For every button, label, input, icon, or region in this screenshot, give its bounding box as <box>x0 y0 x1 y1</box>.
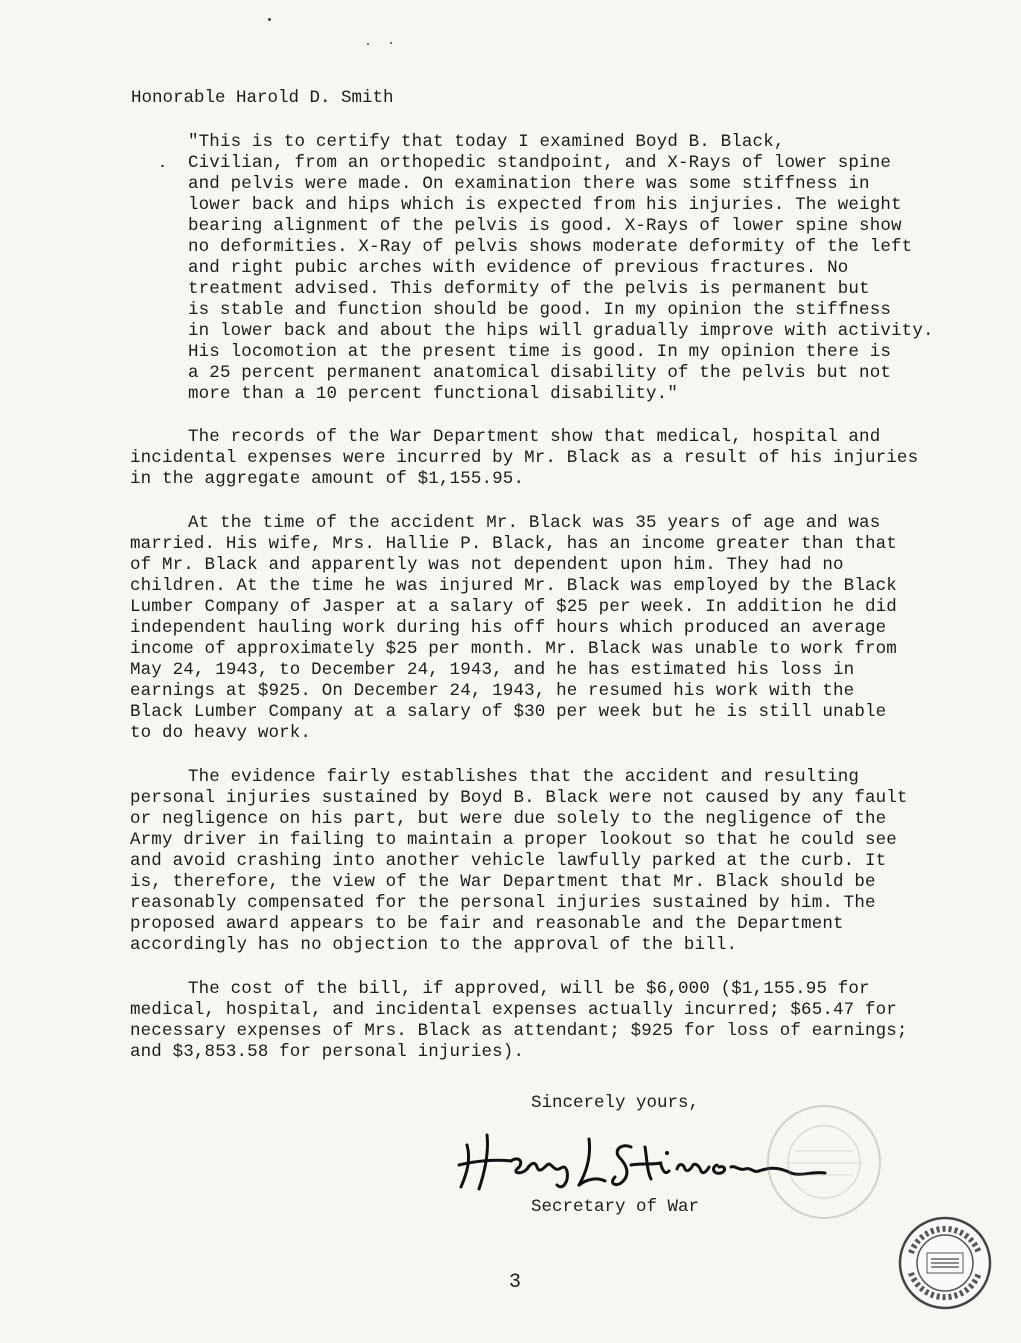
body-line: in the aggregate amount of $1,155.95. <box>130 469 525 489</box>
body-line: Army driver in failing to maintain a proper lookout so that he could see <box>130 830 897 850</box>
salutation: Honorable Harold D. Smith <box>131 88 394 108</box>
body-line: proposed award appears to be fair and reasonable and the Department <box>130 914 844 934</box>
speck <box>268 18 271 21</box>
closing: Sincerely yours, <box>531 1093 700 1113</box>
body-line: children. At the time he was injured Mr. Black was employed by the Black <box>130 576 897 596</box>
body-line: of Mr. Black and apparently was not dependent upon him. They had no <box>130 555 844 575</box>
nara-stamp <box>897 1215 993 1311</box>
body-line: personal injuries sustained by Boyd B. Black were not caused by any fault <box>130 788 908 808</box>
body-line: to do heavy work. <box>130 723 312 743</box>
body-line: and pelvis were made. On examination there was some stiffness in <box>188 174 870 194</box>
body-line: no deformities. X-Ray of pelvis shows moderate deformity of the left <box>188 237 913 257</box>
body-line: reasonably compensated for the personal injuries sustained by him. The <box>130 893 876 913</box>
speck <box>367 43 369 45</box>
body-line: May 24, 1943, to December 24, 1943, and he has estimated his loss in <box>130 660 855 680</box>
body-line: accordingly has no objection to the approval of the bill. <box>130 935 738 955</box>
body-line: a 25 percent permanent anatomical disability of the pelvis but not <box>188 363 892 383</box>
body-line: independent hauling work during his off hours which produced an average <box>130 618 887 638</box>
body-line: more than a 10 percent functional disability." <box>188 384 678 404</box>
body-line: in lower back and about the hips will gradually improve with activity. <box>188 321 934 341</box>
body-line: is stable and function should be good. In my opinion the stiffness <box>188 300 892 320</box>
body-line: lower back and hips which is expected from his injuries. The weight <box>188 195 902 215</box>
body-line: Lumber Company of Jasper at a salary of $25 per week. In addition he did <box>130 597 897 617</box>
faded-archive-stamp <box>765 1103 883 1221</box>
body-line: and $3,853.58 for personal injuries). <box>130 1042 525 1062</box>
body-line: At the time of the accident Mr. Black was 35 years of age and was <box>188 513 881 533</box>
page-number: 3 <box>509 1271 522 1294</box>
body-line: medical, hospital, and incidental expenses actually incurred; $65.47 for <box>130 1000 897 1020</box>
body-line: The cost of the bill, if approved, will be $6,000 ($1,155.95 for <box>188 979 870 999</box>
body-line: and avoid crashing into another vehicle lawfully parked at the curb. It <box>130 851 887 871</box>
signer-title: Secretary of War <box>531 1197 700 1217</box>
body-line: Civilian, from an orthopedic standpoint, and X-Rays of lower spine <box>188 153 892 173</box>
body-line: necessary expenses of Mrs. Black as attendant; $925 for loss of earnings; <box>130 1021 908 1041</box>
body-line: earnings at $925. On December 24, 1943, he resumed his work with the <box>130 681 855 701</box>
speck <box>161 165 164 167</box>
body-line: bearing alignment of the pelvis is good. X-Rays of lower spine show <box>188 216 902 236</box>
body-line: treatment advised. This deformity of the pelvis is permanent but <box>188 279 870 299</box>
body-line: or negligence on his part, but were due solely to the negligence of the <box>130 809 887 829</box>
body-line: The evidence fairly establishes that the accident and resulting <box>188 767 860 787</box>
body-line: and right pubic arches with evidence of previous fractures. No <box>188 258 849 278</box>
body-line: income of approximately $25 per month. Mr. Black was unable to work from <box>130 639 897 659</box>
body-line: The records of the War Department show that medical, hospital and <box>188 427 881 447</box>
body-line: married. His wife, Mrs. Hallie P. Black, has an income greater than that <box>130 534 897 554</box>
speck <box>390 42 392 44</box>
body-line: Black Lumber Company at a salary of $30 per week but he is still unable <box>130 702 887 722</box>
body-line: is, therefore, the view of the War Department that Mr. Black should be <box>130 872 876 892</box>
body-line: "This is to certify that today I examined Boyd B. Black, <box>188 132 785 152</box>
body-line: incidental expenses were incurred by Mr. Black as a result of his injuries <box>130 448 919 468</box>
body-line: His locomotion at the present time is good. In my opinion there is <box>188 342 892 362</box>
